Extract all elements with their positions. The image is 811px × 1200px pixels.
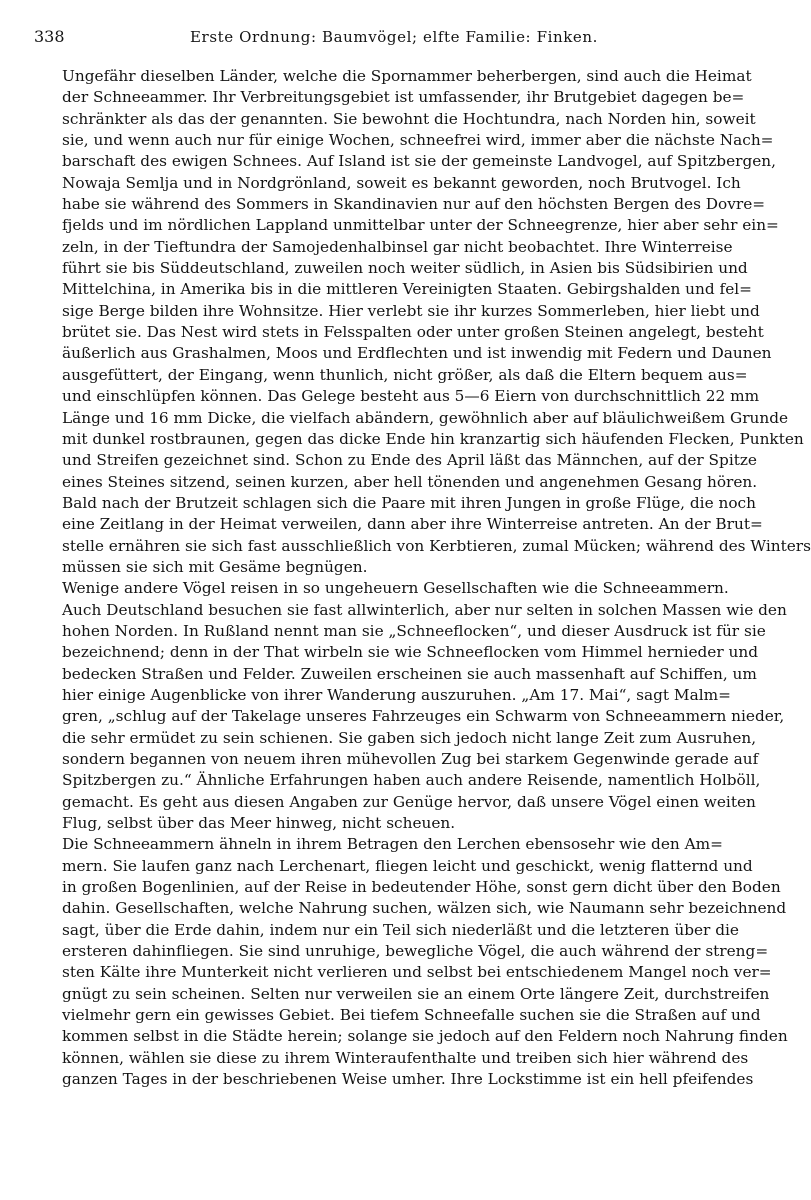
text-line: Spitzbergen zu.“ Ähnliche Erfahrungen haben auch andere Reisende, namentlich Holböll, <box>62 771 761 790</box>
text-line: und einschlüpfen können. Das Gelege besteht aus 5—6 Eiern von durchschnittlich 22 mm <box>62 387 760 406</box>
text-line: kommen selbst in die Städte herein; solange sie jedoch auf den Feldern noch Nahrung finden <box>62 1027 788 1046</box>
text-line: sondern begannen von neuem ihren mühevollen Zug bei starkem Gegenwinde gerade auf <box>62 750 759 768</box>
text-line: sagt, über die Erde dahin, indem nur ein Teil sich niederläßt und die letzteren über die <box>62 920 739 939</box>
text-line: sige Berge bilden ihre Wohnsitze. Hier verlebt sie ihr kurzes Sommerleben, hier liebt und <box>62 301 760 320</box>
text-line: vielmehr gern ein gewisses Gebiet. Bei tiefem Schneefalle suchen sie die Straßen auf und <box>62 1006 761 1025</box>
text-line: Ungefähr dieselben Länder, welche die Spornammer beherbergen, sind auch die Heimat <box>62 67 752 85</box>
running-head: Erste Ordnung: Baumvögel; elfte Familie: Finken. <box>190 28 599 46</box>
text-line: bedecken Straßen und Felder. Zuweilen erscheinen sie auch massenhaft auf Schiffen, um <box>62 664 757 683</box>
text-line: ganzen Tages in der beschriebenen Weise umher. Ihre Lockstimme ist ein hell pfeifendes <box>62 1070 754 1089</box>
page-number: 338 <box>34 27 65 46</box>
text-line: stelle ernähren sie sich fast ausschließlich von Kerbtieren, zumal Mücken; während des Winters <box>62 536 811 555</box>
text-line: sten Kälte ihre Munterkeit nicht verlieren und selbst bei entschiedenem Mangel noch ver= <box>62 963 772 982</box>
text-line: habe sie während des Sommers in Skandinavien nur auf den höchsten Bergen des Dovre= <box>62 195 766 214</box>
text-line: brütet sie. Das Nest wird stets in Felsspalten oder unter großen Steinen angelegt, besteht <box>62 323 764 342</box>
text-line: führt sie bis Süddeutschland, zuweilen noch weiter südlich, in Asien bis Südsibirien und <box>62 259 748 278</box>
paragraph <box>62 66 811 578</box>
text-line: Die Schneeammern ähneln in ihrem Betragen den Lerchen ebensosehr wie den Am= <box>62 835 723 854</box>
text-line: Flug, selbst über das Meer hinweg, nicht scheuen. <box>62 814 456 833</box>
text-line: Wenige andere Vögel reisen in so ungeheuern Gesellschaften wie die Schneeammern. <box>62 579 729 598</box>
text-line: gnügt zu sein scheinen. Selten nur verweilen sie an einem Orte längere Zeit, durchstreifen <box>62 984 770 1003</box>
text-line: ersteren dahinfliegen. Sie sind unruhige, bewegliche Vögel, die auch während der streng= <box>62 942 769 961</box>
text-line: gren, „schlug auf der Takelage unseres Fahrzeuges ein Schwarm von Schneeammern nieder, <box>62 707 785 726</box>
text-line: können, wählen sie diese zu ihrem Winteraufenthalte und treiben sich hier während des <box>62 1048 749 1067</box>
text-line: in großen Bogenlinien, auf der Reise in bedeutender Höhe, sonst gern dicht über den Boden <box>62 878 781 897</box>
text-line: Bald nach der Brutzeit schlagen sich die Paare mit ihren Jungen in große Flüge, die noch <box>62 493 756 512</box>
text-line: eine Zeitlang in der Heimat verweilen, dann aber ihre Winterreise antreten. An der Brut= <box>62 515 763 534</box>
text-line: Länge und 16 mm Dicke, die vielfach abändern, gewöhnlich aber auf bläulichweißem Grunde <box>62 408 789 427</box>
text-line: hier einige Augenblicke von ihrer Wanderung auszuruhen. „Am 17. Mai“, sagt Malm= <box>62 685 731 704</box>
text-line: schränkter als das der genannten. Sie bewohnt die Hochtundra, nach Norden hin, soweit <box>62 109 756 128</box>
text-line: fjelds und im nördlichen Lappland unmittelbar unter der Schneegrenze, hier aber sehr ein= <box>62 216 779 235</box>
text-line: hohen Norden. In Rußland nennt man sie „Schneeflocken“, und dieser Ausdruck ist für sie <box>62 621 766 640</box>
text-line: und Streifen gezeichnet sind. Schon zu Ende des April läßt das Männchen, auf der Spitze <box>62 451 757 470</box>
text-line: mern. Sie laufen ganz nach Lerchenart, fliegen leicht und geschickt, wenig flatternd und <box>62 856 753 875</box>
text-line: eines Steines sitzend, seinen kurzen, aber hell tönenden und angenehmen Gesang hören. <box>62 472 758 491</box>
text-line: mit dunkel rostbraunen, gegen das dicke Ende hin kranzartig sich häufenden Flecken, Punkten <box>62 429 804 448</box>
text-line: ausgefüttert, der Eingang, wenn thunlich, nicht größer, als daß die Eltern bequem aus= <box>62 365 748 384</box>
text-line: sie, und wenn auch nur für einige Wochen, schneefrei wird, immer aber die nächste Nach= <box>62 131 774 150</box>
text-line: Nowaja Semlja und in Nordgrönland, soweit es bekannt geworden, noch Brutvogel. Ich <box>62 173 741 192</box>
text-line: barschaft des ewigen Schnees. Auf Island ist sie der gemeinste Landvogel, auf Spitzbergen, <box>62 152 777 171</box>
text-line: bezeichnend; denn in der That wirbeln sie wie Schneeflocken vom Himmel hernieder und <box>62 643 759 662</box>
text-line: müssen sie sich mit Gesäme begnügen. <box>62 557 368 576</box>
text-line: dahin. Gesellschaften, welche Nahrung suchen, wälzen sich, wie Naumann sehr bezeichnend <box>62 899 787 918</box>
body-text <box>62 66 811 1091</box>
text-line: zeln, in der Tieftundra der Samojedenhalbinsel gar nicht beobachtet. Ihre Winterreise <box>62 237 733 256</box>
paragraph <box>62 834 788 1090</box>
text-line: die sehr ermüdet zu sein schienen. Sie gaben sich jedoch nicht lange Zeit zum Ausruhen, <box>62 728 757 747</box>
text-line: Mittelchina, in Amerika bis in die mittleren Vereinigten Staaten. Gebirgshalden und fel= <box>62 280 752 299</box>
text-line: äußerlich aus Grashalmen, Moos und Erdflechten und ist inwendig mit Federn und Daunen <box>62 344 772 363</box>
text-line: Auch Deutschland besuchen sie fast allwinterlich, aber nur selten in solchen Massen wie den <box>62 600 787 619</box>
paragraph <box>62 578 787 834</box>
text-line: gemacht. Es geht aus diesen Angaben zur Genüge hervor, daß unsere Vögel einen weiten <box>62 792 756 811</box>
text-line: der Schneeammer. Ihr Verbreitungsgebiet ist umfassender, ihr Brutgebiet dagegen be= <box>62 88 745 107</box>
page-header <box>34 22 710 52</box>
